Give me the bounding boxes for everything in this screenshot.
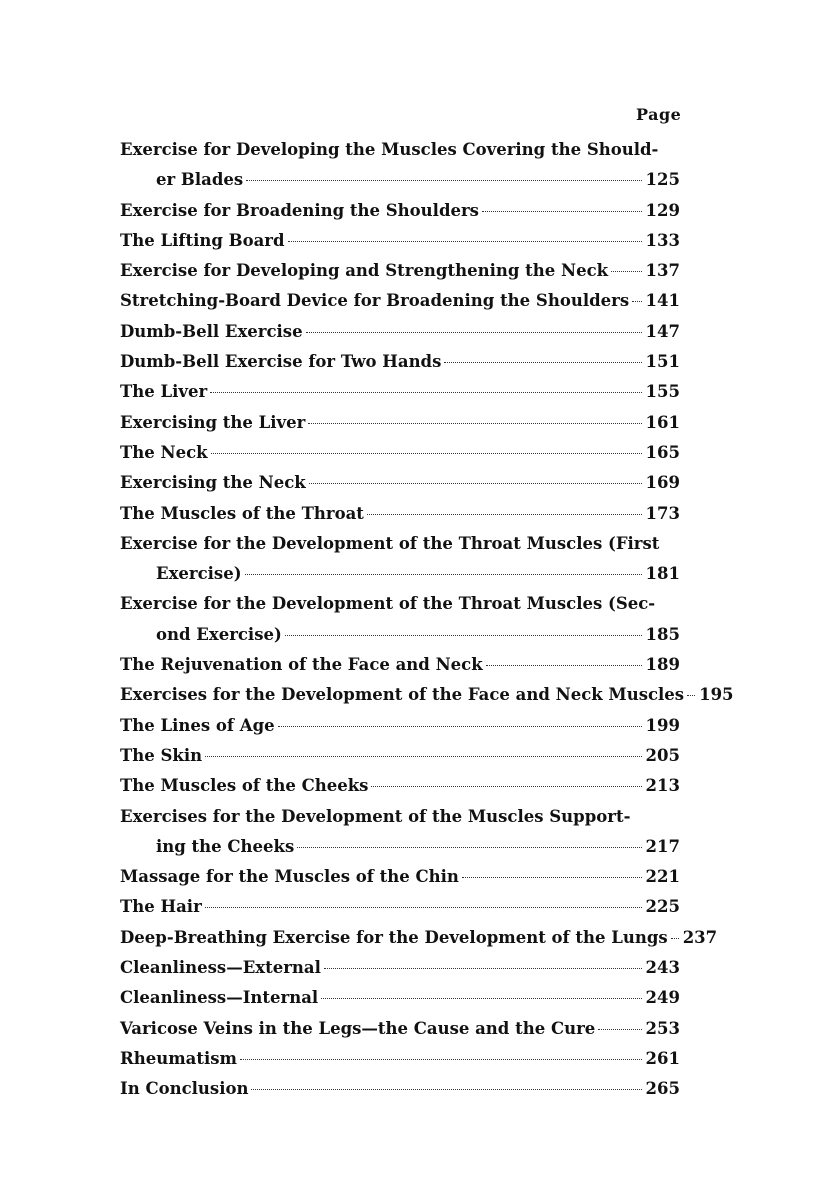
toc-page-number: 249 xyxy=(645,988,680,1008)
toc-entry-title: Dumb-Bell Exercise xyxy=(120,321,303,341)
toc-entry-line xyxy=(120,1014,680,1044)
toc-entry-line xyxy=(120,1044,680,1074)
toc-entry-line xyxy=(120,529,680,559)
toc-entry-title: Exercising the Liver xyxy=(120,412,306,432)
toc-entry xyxy=(120,680,734,710)
toc-entry xyxy=(120,256,680,286)
toc-entry xyxy=(120,286,680,316)
toc-entry-title: Massage for the Muscles of the Chin xyxy=(120,867,459,887)
toc-entry-title: Dumb-Bell Exercise for Two Hands xyxy=(120,352,442,372)
dot-leader xyxy=(324,968,642,969)
dot-leader xyxy=(632,301,641,302)
toc-entry xyxy=(120,862,680,892)
toc-entry-title: Cleanliness—External xyxy=(120,958,321,978)
toc-entry-title: ond Exercise) xyxy=(156,624,282,644)
toc-page-number: 237 xyxy=(682,927,718,947)
toc-entry xyxy=(120,650,680,680)
toc-entry xyxy=(120,923,718,953)
page-column-label: Page xyxy=(636,105,682,124)
toc-page-number: 261 xyxy=(645,1048,680,1068)
toc-entry xyxy=(120,1014,680,1044)
toc-page-number: 161 xyxy=(645,412,680,432)
toc-entry-title: Varicose Veins in the Legs—the Cause and the Cure xyxy=(120,1018,596,1038)
dot-leader xyxy=(245,574,642,575)
toc-entry xyxy=(120,377,680,407)
dot-leader xyxy=(278,726,642,727)
toc-entry-line xyxy=(120,862,680,892)
toc-entry xyxy=(120,771,680,801)
toc-entry-line xyxy=(120,408,680,438)
toc-entry-title: Deep-Breathing Exercise for the Development of the Lungs xyxy=(120,927,668,947)
toc-entry xyxy=(120,529,680,590)
toc-entry-line xyxy=(120,347,680,377)
toc-page-number: 265 xyxy=(645,1079,680,1099)
toc-entry-title: The Muscles of the Cheeks xyxy=(120,776,369,796)
toc-page-number: 181 xyxy=(645,564,680,584)
toc-entry-title: Exercise) xyxy=(156,564,242,584)
toc-entry-line xyxy=(120,741,680,771)
toc-entry-line xyxy=(120,468,680,498)
toc-page-number: 217 xyxy=(645,836,680,856)
toc-entry-title: The Lines of Age xyxy=(120,715,275,735)
toc-page-number: 199 xyxy=(645,715,680,735)
toc-entry-title: Rheumatism xyxy=(120,1048,237,1068)
toc-entry-line xyxy=(120,923,718,953)
toc-entry-title: Exercise for the Development of the Throat Muscles (First xyxy=(120,533,660,553)
toc-entry-line xyxy=(120,983,680,1013)
dot-leader xyxy=(210,392,641,393)
dot-leader xyxy=(251,1089,641,1090)
dot-leader xyxy=(598,1029,641,1030)
toc-page-number: 169 xyxy=(645,473,680,493)
dot-leader xyxy=(246,180,641,181)
toc-entry-line xyxy=(120,953,680,983)
toc-page-number: 137 xyxy=(645,261,680,281)
toc-entry-line xyxy=(120,317,680,347)
toc-entry-line xyxy=(120,165,680,195)
toc-entry xyxy=(120,1044,680,1074)
toc-entry-title: Exercise for Developing the Muscles Covering the Should- xyxy=(120,140,659,159)
dot-leader xyxy=(687,695,695,696)
toc-entry-line xyxy=(120,589,680,619)
toc-entry xyxy=(120,226,680,256)
toc-page-number: 151 xyxy=(645,352,680,372)
toc-entry-title: ing the Cheeks xyxy=(156,836,295,856)
toc-entry-line xyxy=(120,377,680,407)
toc-entry-title: Exercise for Broadening the Shoulders xyxy=(120,200,479,220)
toc-entry-title: Exercises for the Development of the Muscles Support- xyxy=(120,806,631,826)
dot-leader xyxy=(285,635,642,636)
toc-entry-title: In Conclusion xyxy=(120,1079,249,1099)
dot-leader xyxy=(308,423,641,424)
toc-page-number: 205 xyxy=(645,745,680,765)
toc-page-number: 129 xyxy=(645,200,680,220)
toc-entry xyxy=(120,1074,680,1104)
toc-entry-title: Exercising the Neck xyxy=(120,473,306,493)
toc-entry-line xyxy=(120,620,680,650)
toc-entry-line xyxy=(120,680,734,710)
toc-entry-title: Cleanliness—Internal xyxy=(120,988,319,1008)
toc-page-number: 195 xyxy=(699,685,734,705)
toc-page-number: 147 xyxy=(645,321,680,341)
toc-entry-line xyxy=(120,559,680,589)
toc-entry xyxy=(120,499,680,529)
toc-entry-title: The Hair xyxy=(120,897,202,917)
toc-entry-title: The Muscles of the Throat xyxy=(120,503,364,523)
dot-leader xyxy=(205,756,641,757)
toc-entry-title: er Blades xyxy=(156,170,244,190)
toc-entry-title: Exercises for the Development of the Face and Neck Muscles xyxy=(120,685,685,705)
toc-page-number: 221 xyxy=(645,867,680,887)
dot-leader xyxy=(482,211,642,212)
dot-leader xyxy=(321,998,641,999)
toc-entry xyxy=(120,589,680,650)
toc-entry-title: The Skin xyxy=(120,745,203,765)
dot-leader xyxy=(611,271,641,272)
toc-entry-line xyxy=(120,499,680,529)
toc-entry-line xyxy=(120,196,680,226)
dot-leader xyxy=(444,362,641,363)
toc-page-number: 253 xyxy=(645,1018,680,1038)
toc-page-number: 189 xyxy=(645,655,680,675)
toc-entry-title: Exercise for Developing and Strengthening the Neck xyxy=(120,261,609,281)
toc-entry-line xyxy=(120,1074,680,1104)
dot-leader xyxy=(309,483,642,484)
toc-entry xyxy=(120,983,680,1013)
toc-entry-line xyxy=(120,832,680,862)
dot-leader xyxy=(306,332,642,333)
toc-page-number: 141 xyxy=(645,291,680,311)
toc-entry xyxy=(120,438,680,468)
toc-entry xyxy=(120,408,680,438)
toc-entry xyxy=(120,741,680,771)
toc-entry xyxy=(120,802,680,863)
toc-entry-title: Stretching-Board Device for Broadening the Shoulders xyxy=(120,291,630,311)
toc-page-number: 155 xyxy=(645,382,680,402)
toc-entry xyxy=(120,711,680,741)
toc-page-number: 133 xyxy=(645,230,680,250)
toc-entry xyxy=(120,953,680,983)
toc-entry-line xyxy=(120,135,680,165)
toc-entry-title: Exercise for the Development of the Throat Muscles (Sec- xyxy=(120,594,656,614)
toc-entry xyxy=(120,468,680,498)
toc-entry-line xyxy=(120,711,680,741)
dot-leader xyxy=(486,665,642,666)
toc-entry-line xyxy=(120,226,680,256)
toc-entry-title: The Liver xyxy=(120,382,208,402)
toc-entry xyxy=(120,347,680,377)
toc-entry xyxy=(120,892,680,922)
toc-entry xyxy=(120,135,680,196)
toc-page-number: 185 xyxy=(645,624,680,644)
toc-page-number: 225 xyxy=(645,897,680,917)
dot-leader xyxy=(211,453,642,454)
toc-entry-title: The Rejuvenation of the Face and Neck xyxy=(120,655,483,675)
toc-entry-title: The Lifting Board xyxy=(120,230,285,250)
toc-entry-title: The Neck xyxy=(120,442,208,462)
toc-entry-line xyxy=(120,256,680,286)
toc-entry xyxy=(120,317,680,347)
dot-leader xyxy=(462,877,642,878)
toc-entry-line xyxy=(120,650,680,680)
toc-page-number: 125 xyxy=(645,170,680,190)
toc-entry-line xyxy=(120,802,680,832)
toc-entry-line xyxy=(120,438,680,468)
toc-entry xyxy=(120,196,680,226)
table-of-contents xyxy=(120,135,734,1105)
dot-leader xyxy=(671,938,679,939)
toc-entry-line xyxy=(120,771,680,801)
dot-leader xyxy=(367,514,642,515)
dot-leader xyxy=(240,1059,642,1060)
dot-leader xyxy=(371,786,641,787)
dot-leader xyxy=(205,907,642,908)
toc-page-number: 213 xyxy=(645,776,680,796)
toc-entry-line xyxy=(120,286,680,316)
toc-page-number: 243 xyxy=(645,958,680,978)
toc-entry-line xyxy=(120,892,680,922)
dot-leader xyxy=(288,241,642,242)
toc-page-number: 173 xyxy=(645,503,680,523)
dot-leader xyxy=(297,847,641,848)
toc-page-number: 165 xyxy=(645,442,680,462)
